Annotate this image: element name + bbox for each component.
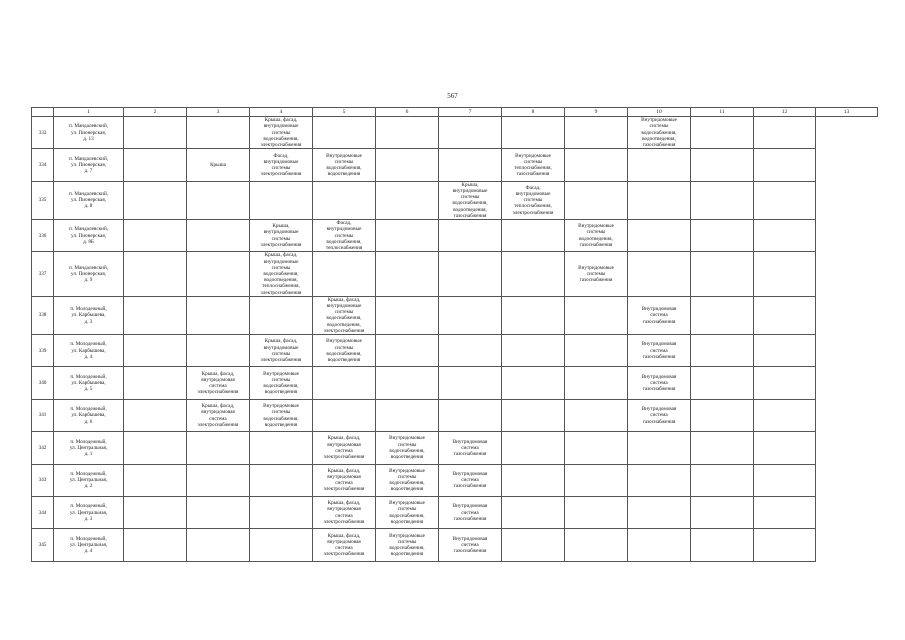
work-cell: Внутридомовые системы водоотведения, газоснабжения [565,220,628,252]
work-cell [124,464,187,496]
header-row [32,108,878,117]
row-number: 333 [32,117,54,149]
work-cell [124,296,187,334]
work-cell [376,367,439,399]
work-cell [565,181,628,219]
work-cell [565,335,628,367]
work-cell [187,181,250,219]
table-row [32,220,878,252]
work-cell [628,149,691,181]
work-cell [754,117,816,149]
header-number-cell [32,108,54,117]
work-cell: Крыша, фасад, внутридомовая система электроснабжения [187,399,250,431]
work-cell [250,496,313,528]
work-cell [250,296,313,334]
work-cell: Крыша, фасад, внутридомовая система электроснабжения [187,367,250,399]
column-header-12: 12 [754,108,816,117]
address-cell: п. Мандалевский, ул. Пионерская, д. 9 [54,252,124,296]
work-cell [628,529,691,561]
work-cell: Внутридомовая система газоснабжения [628,367,691,399]
column-header-13: 13 [816,108,878,117]
work-cell: Крыша, фасад, внутридомовые системы водоснабжения, водоотведения, теплоснабжения, электроснабжения [250,252,313,296]
table-row [32,367,878,399]
work-cell [250,464,313,496]
row-number: 339 [32,335,54,367]
work-cell: Крыша, фасад, внутридомовые системы водоснабжения, электроснабжения [250,117,313,149]
work-cell [250,529,313,561]
work-cell [754,252,816,296]
work-cell: Фасад, внутридомовые системы теплоснабжения, электроснабжения [502,181,565,219]
work-cell [754,432,816,464]
work-cell [565,399,628,431]
work-cell [628,464,691,496]
work-cell [691,181,754,219]
row-number: 342 [32,432,54,464]
column-header-8: 8 [502,108,565,117]
work-cell: Внутридомовая система газоснабжения [628,335,691,367]
column-header-10: 10 [628,108,691,117]
column-header-1: 1 [54,108,124,117]
work-cell [376,181,439,219]
address-cell: п. Молодежный, ул. Карбышева, д. 6 [54,399,124,431]
work-cell [565,529,628,561]
work-cell [124,181,187,219]
work-cell [376,220,439,252]
work-cell [502,464,565,496]
table-row [32,117,878,149]
work-cell [691,399,754,431]
work-cell: Крыша, фасад, внутридомовые системы водоснабжения, водоотведения, электроснабжения [313,296,376,334]
work-cell [565,117,628,149]
column-header-11: 11 [691,108,754,117]
address-cell: п. Молодежный, ул. Карбышева, д. 3 [54,296,124,334]
address-cell: п. Молодежный, ул. Карбышева, д. 4 [54,335,124,367]
work-cell [187,220,250,252]
work-cell [691,367,754,399]
work-cell [439,399,502,431]
work-cell [754,296,816,334]
work-cell: Крыша [187,149,250,181]
work-cell [376,399,439,431]
work-cell [754,367,816,399]
work-cell: Внутридомовые системы водоснабжения, водоотведения [313,335,376,367]
work-cell: Внутридомовая система газоснабжения [439,464,502,496]
table-row [32,399,878,431]
work-cell: Внутридомовые системы теплоснабжения, газоснабжения [502,149,565,181]
work-cell: Крыша, фасад, внутридомовые системы электроснабжения [250,335,313,367]
work-cell [439,149,502,181]
work-cell [313,117,376,149]
work-cell [502,529,565,561]
column-header-4: 4 [250,108,313,117]
address-cell: п. Молодежный, ул. Центральная, д. 3 [54,496,124,528]
work-cell [565,496,628,528]
work-cell: Крыша, фасад, внутридомовая система электроснабжения [313,464,376,496]
work-cell: Крыша, фасад, внутридомовая система электроснабжения [313,432,376,464]
work-cell: Крыша, внутридомовые системы электроснабжения [250,220,313,252]
work-cell [124,149,187,181]
work-cell [187,117,250,149]
work-cell [754,181,816,219]
work-cell [124,496,187,528]
table-row [32,149,878,181]
table-row [32,181,878,219]
row-number: 345 [32,529,54,561]
row-number: 337 [32,252,54,296]
work-cell [628,181,691,219]
work-cell: Внутридомовые системы водоснабжения, водоотведения [376,432,439,464]
work-cell [754,335,816,367]
work-cell: Крыша, фасад, внутридомовая система электроснабжения [313,496,376,528]
work-cell [502,117,565,149]
work-cell [439,117,502,149]
work-cell: Внутридомовые системы водоснабжения, водоотведения [376,496,439,528]
work-cell: Внутридомовые системы водоснабжения, водоотведения [250,367,313,399]
work-cell: Внутридомовая система газоснабжения [628,399,691,431]
work-cell: Фасад, внутридомовые системы электроснабжения [250,149,313,181]
work-cell: Внутридомовые системы водоснабжения, водоотведения [313,149,376,181]
work-cell [502,399,565,431]
work-cell [565,296,628,334]
work-cell [691,432,754,464]
work-cell [376,335,439,367]
work-cell [439,335,502,367]
work-cell [754,464,816,496]
row-number: 341 [32,399,54,431]
work-cell [439,296,502,334]
work-cell [187,252,250,296]
work-cell [376,296,439,334]
work-cell [754,220,816,252]
work-cell: Крыша, фасад, внутридомовая система электроснабжения [313,529,376,561]
work-cell: Внутридомовые системы водоснабжения, водоотведения [250,399,313,431]
work-cell: Внутридомовая система газоснабжения [628,296,691,334]
work-cell [124,117,187,149]
work-cell [124,529,187,561]
work-cell [124,252,187,296]
work-cell: Фасад, внутридомовые системы водоснабжения, теплоснабжения [313,220,376,252]
work-cell [754,399,816,431]
work-cell [502,367,565,399]
table-row [32,296,878,334]
work-cell [502,252,565,296]
address-cell: п. Молодежный, ул. Центральная, д. 1 [54,432,124,464]
work-cell [187,296,250,334]
row-number: 340 [32,367,54,399]
work-cell [187,529,250,561]
work-cell [754,529,816,561]
work-cell [565,367,628,399]
work-cell [502,296,565,334]
work-cell [565,464,628,496]
work-cell [691,529,754,561]
work-cell [691,252,754,296]
table-row [32,252,878,296]
work-cell [124,399,187,431]
repair-schedule-table [31,107,878,562]
table-row [32,464,878,496]
work-cell [565,149,628,181]
work-cell [691,149,754,181]
work-cell [628,252,691,296]
work-cell [691,335,754,367]
address-cell: п. Мандалевский, ул. Пионерская, д. 8Б [54,220,124,252]
work-cell [565,432,628,464]
work-cell: Внутридомовая система газоснабжения [439,496,502,528]
work-cell [502,496,565,528]
work-cell [376,149,439,181]
work-cell [754,149,816,181]
row-number: 338 [32,296,54,334]
address-cell: п. Молодежный, ул. Центральная, д. 2 [54,464,124,496]
table-row [32,432,878,464]
address-cell: п. Молодежный, ул. Центральная, д. 4 [54,529,124,561]
work-cell: Внутридомовые системы водоснабжения, водоотведения [376,464,439,496]
address-cell: п. Молодежный, ул. Карбышева, д. 5 [54,367,124,399]
work-cell: Внутридомовая система газоснабжения [439,529,502,561]
work-cell [187,464,250,496]
work-cell [187,432,250,464]
work-cell [124,335,187,367]
row-number: 334 [32,149,54,181]
column-header-5: 5 [313,108,376,117]
row-number: 335 [32,181,54,219]
table-row [32,496,878,528]
work-cell [691,220,754,252]
page-number: 567 [447,92,458,100]
row-number: 344 [32,496,54,528]
work-cell [250,181,313,219]
column-header-7: 7 [439,108,502,117]
work-cell [376,117,439,149]
work-cell [628,496,691,528]
work-cell [439,367,502,399]
work-cell [313,399,376,431]
work-cell [691,296,754,334]
address-cell: п. Мандалевский, ул. Пионерская, д. 7 [54,149,124,181]
work-cell [754,496,816,528]
work-cell [250,432,313,464]
row-number: 343 [32,464,54,496]
work-cell: Внутридомовые системы газоснабжения [565,252,628,296]
work-cell [691,464,754,496]
table-row [32,529,878,561]
row-number: 336 [32,220,54,252]
work-cell [187,335,250,367]
work-cell [502,335,565,367]
work-cell [313,367,376,399]
address-cell: п. Мандалевский, ул. Пионерская, д. 13 [54,117,124,149]
column-header-6: 6 [376,108,439,117]
work-cell: Внутридомовая система газоснабжения [439,432,502,464]
work-cell: Внутридомовые системы водоснабжения, водоотведения, газоснабжения [628,117,691,149]
work-cell [628,220,691,252]
column-header-9: 9 [565,108,628,117]
work-cell [439,220,502,252]
address-cell: п. Мандалевский, ул. Пионерская, д. 8 [54,181,124,219]
work-cell [376,252,439,296]
work-cell [124,367,187,399]
work-cell [628,432,691,464]
work-cell [502,432,565,464]
work-cell [313,252,376,296]
work-cell: Внутридомовые системы водоснабжения, водоотведения [376,529,439,561]
table-row [32,335,878,367]
work-cell [439,252,502,296]
work-cell [124,432,187,464]
work-cell [691,496,754,528]
work-cell [502,220,565,252]
work-cell [313,181,376,219]
work-cell [124,220,187,252]
work-cell: Крыша, внутридомовые системы водоснабжения, водоотведения, газоснабжения [439,181,502,219]
column-header-2: 2 [124,108,187,117]
column-header-3: 3 [187,108,250,117]
work-cell [691,117,754,149]
work-cell [187,496,250,528]
